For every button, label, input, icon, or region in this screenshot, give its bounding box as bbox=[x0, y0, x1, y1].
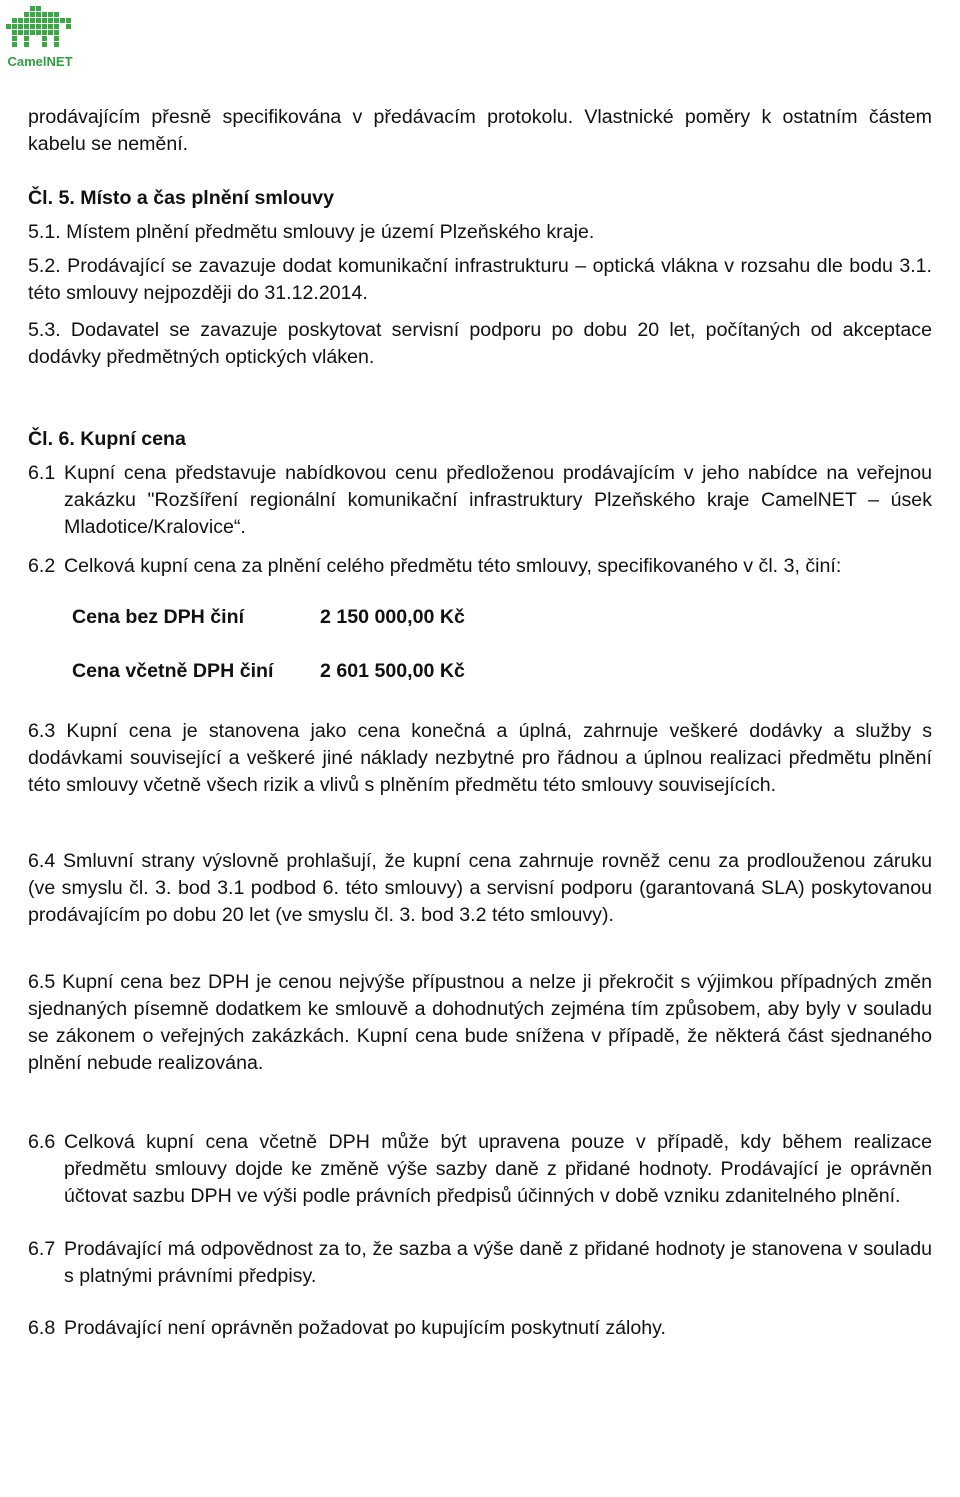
article-5-heading: Čl. 5. Místo a čas plnění smlouvy bbox=[28, 187, 334, 209]
clause-number: 6.6 bbox=[28, 1131, 56, 1153]
clause-6-7 bbox=[28, 1236, 932, 1290]
price-label: Cena bez DPH činí bbox=[72, 606, 245, 628]
article-6-heading: Čl. 6. Kupní cena bbox=[28, 428, 186, 450]
clause-text: Celková kupní cena včetně DPH může být upravena pouze v případě, kdy během realizace předmětu smlouvy dojde ke změně výše sazby daně z přidané hodnoty. Prodávající je oprávněn účtovat sazbu DPH ve výši podle právních předpisů účinných v době vzniku zdanitelného plnění. bbox=[64, 1131, 932, 1207]
clause-6-1 bbox=[28, 460, 932, 541]
clause-number: 6.1 bbox=[28, 462, 56, 484]
clause-6-8 bbox=[28, 1315, 932, 1342]
intro-paragraph: prodávajícím přesně specifikována v předávacím protokolu. Vlastnické poměry k ostatním částem kabelu se nemění. bbox=[28, 106, 932, 155]
clause-text: Kupní cena představuje nabídkovou cenu předloženou prodávajícím v jeho nabídce na veřejnou zakázku "Rozšíření regionální komunikační infrastruktury Plzeňského kraje CamelNET – úsek Mladotice/Kralovice“. bbox=[64, 462, 932, 538]
camelnet-logo bbox=[4, 4, 76, 70]
clause-6-2 bbox=[28, 553, 932, 580]
clause-number: 6.8 bbox=[28, 1317, 56, 1339]
price-excl-vat bbox=[72, 604, 932, 631]
clause-5-3: 5.3. Dodavatel se zavazuje poskytovat servisní podporu po dobu 20 let, počítaných od akceptace dodávky předmětných optických vláken. bbox=[28, 319, 932, 368]
price-summary bbox=[72, 604, 932, 685]
price-value: 2 601 500,00 Kč bbox=[320, 660, 465, 682]
clause-number: 6.7 bbox=[28, 1238, 56, 1260]
price-incl-vat bbox=[72, 658, 932, 685]
camel-grid-icon bbox=[4, 4, 76, 56]
clause-6-3: 6.3 Kupní cena je stanovena jako cena konečná a úplná, zahrnuje veškeré dodávky a služby s dodávkami související a veškeré jiné náklady nezbytné pro řádnou a úplnou realizaci předmětu plnění této smlouvy včetně všech rizik a vlivů s plněním předmětu této smlouvy souvisejících. bbox=[28, 720, 932, 796]
price-label: Cena včetně DPH činí bbox=[72, 660, 274, 682]
clause-5-1: 5.1. Místem plnění předmětu smlouvy je území Plzeňského kraje. bbox=[28, 221, 595, 243]
clause-6-4: 6.4 Smluvní strany výslovně prohlašují, že kupní cena zahrnuje rovněž cenu za prodlouženou záruku (ve smyslu čl. 3. bod 3.1 podbod 6. této smlouvy) a servisní podporu (garantovaná SLA) poskytovanou prodávajícím po dobu 20 let (ve smyslu čl. 3. bod 3.2 této smlouvy). bbox=[28, 850, 932, 926]
clause-6-6 bbox=[28, 1129, 932, 1210]
clause-number: 6.2 bbox=[28, 555, 56, 577]
clause-5-2: 5.2. Prodávající se zavazuje dodat komunikační infrastrukturu – optická vlákna v rozsahu dle bodu 3.1. této smlouvy nejpozději do 31.12.2014. bbox=[28, 255, 932, 304]
clause-6-5: 6.5 Kupní cena bez DPH je cenou nejvýše přípustnou a nelze ji překročit s výjimkou případných změn sjednaných písemně dodatkem ke smlouvě a dohodnutých zejména tím způsobem, aby byly v souladu se zákonem o veřejných zakázkách. Kupní cena bude snížena v případě, že některá část sjednaného plnění nebude realizována. bbox=[28, 971, 932, 1074]
clause-text: Celková kupní cena za plnění celého předmětu této smlouvy, specifikovaného v čl. 3, činí: bbox=[64, 555, 842, 577]
logo-text: CamelNET bbox=[7, 54, 73, 69]
clause-text: Prodávající má odpovědnost za to, že sazba a výše daně z přidané hodnoty je stanovena v souladu s platnými právními předpisy. bbox=[64, 1238, 932, 1287]
clause-text: Prodávající není oprávněn požadovat po kupujícím poskytnutí zálohy. bbox=[64, 1317, 666, 1339]
document-body bbox=[28, 104, 932, 1342]
price-value: 2 150 000,00 Kč bbox=[320, 606, 465, 628]
